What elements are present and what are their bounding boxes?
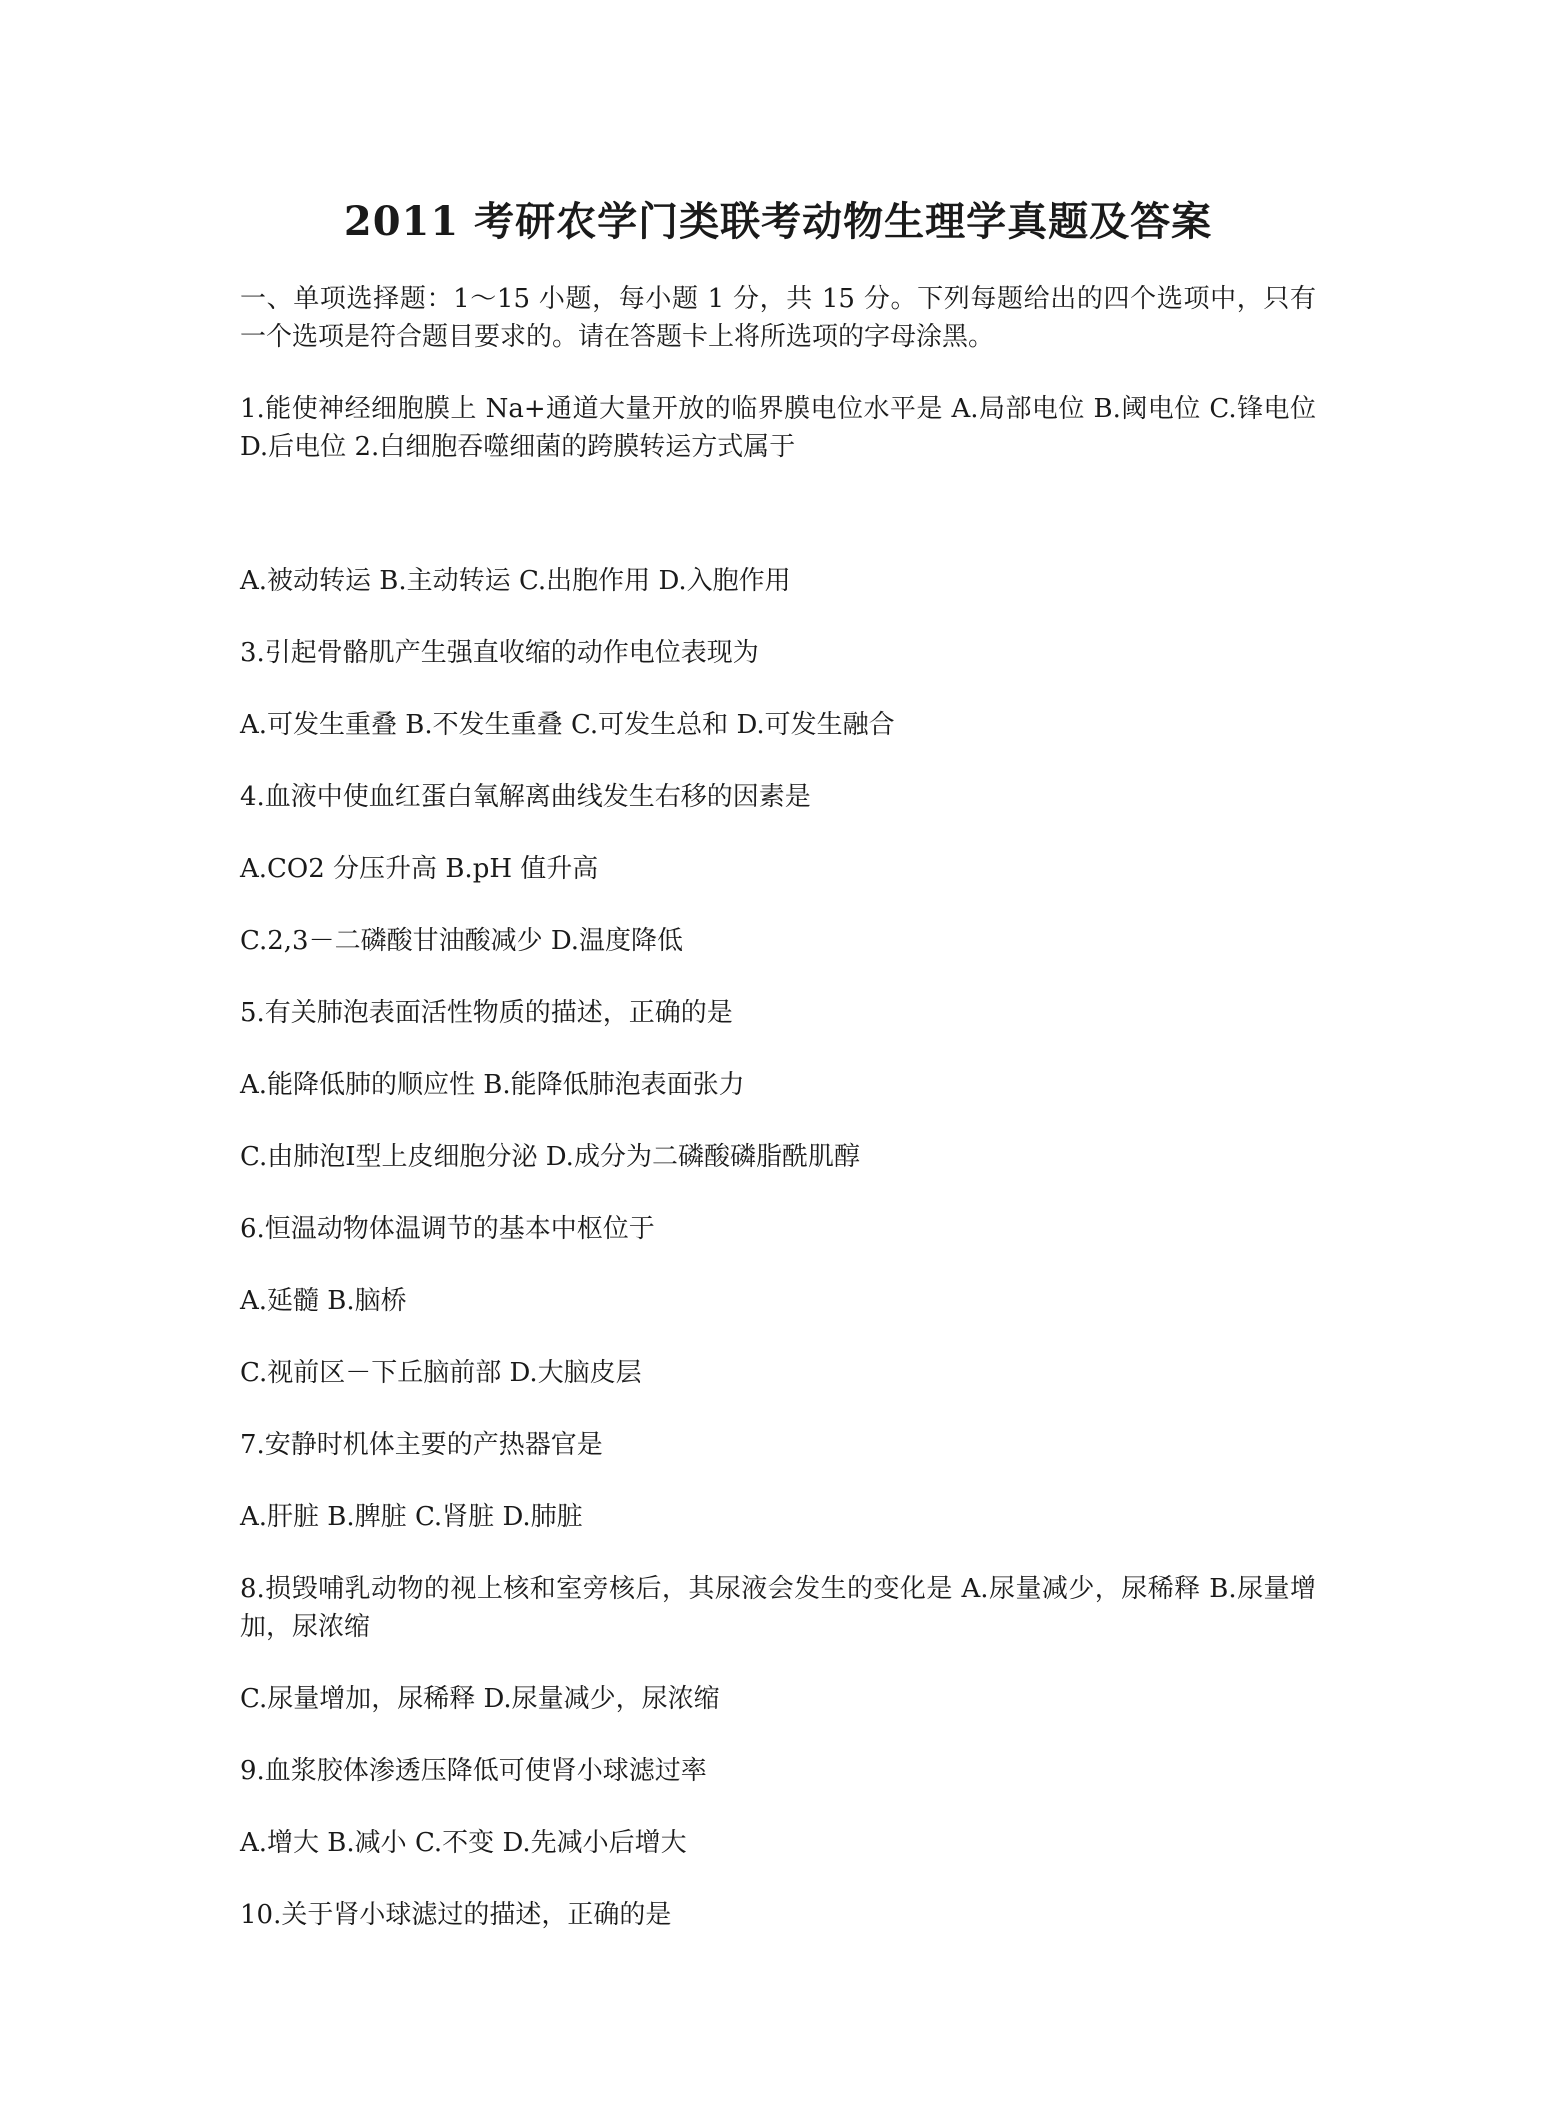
question-2-options: A.被动转运 B.主动转运 C.出胞作用 D.入胞作用: [240, 566, 791, 596]
question-6-options-ab: A.延髓 B.脑桥: [240, 1286, 407, 1316]
question-7-options: A.肝脏 B.脾脏 C.肾脏 D.肺脏: [240, 1502, 583, 1532]
question-8-options-cd: C.尿量增加，尿稀释 D.尿量减少，尿浓缩: [240, 1684, 720, 1714]
question-5-options-cd: C.由肺泡Ⅰ型上皮细胞分泌 D.成分为二磷酸磷脂酰肌醇: [240, 1142, 860, 1172]
question-7: 7.安静时机体主要的产热器官是: [240, 1430, 603, 1460]
question-10: 10.关于肾小球滤过的描述，正确的是: [240, 1900, 672, 1930]
question-3-options: A.可发生重叠 B.不发生重叠 C.可发生总和 D.可发生融合: [240, 710, 895, 740]
section-instructions: 一、单项选择题：1～15 小题，每小题 1 分，共 15 分。下列每题给出的四个选项中，只有一个选项是符合题目要求的。请在答题卡上将所选项的字母涂黑。: [240, 284, 1316, 352]
question-4-options-cd: C.2,3－二磷酸甘油酸减少 D.温度降低: [240, 926, 684, 956]
question-9-options: A.增大 B.减小 C.不变 D.先减小后增大: [240, 1828, 687, 1858]
question-8: 8.损毁哺乳动物的视上核和室旁核后，其尿液会发生的变化是 A.尿量减少，尿稀释 B.尿量增加，尿浓缩: [240, 1574, 1316, 1642]
question-5-options-ab: A.能降低肺的顺应性 B.能降低肺泡表面张力: [240, 1070, 745, 1100]
question-9: 9.血浆胶体渗透压降低可使肾小球滤过率: [240, 1756, 707, 1786]
question-6-options-cd: C.视前区－下丘脑前部 D.大脑皮层: [240, 1358, 642, 1388]
question-4-options-ab: A.CO2 分压升高 B.pH 值升高: [240, 854, 599, 884]
question-5: 5.有关肺泡表面活性物质的描述，正确的是: [240, 998, 733, 1028]
question-4: 4.血液中使血红蛋白氧解离曲线发生右移的因素是: [240, 782, 811, 812]
question-6: 6.恒温动物体温调节的基本中枢位于: [240, 1214, 655, 1244]
document-body: [240, 280, 1316, 1968]
page-title: 2011 考研农学门类联考动物生理学真题及答案: [343, 198, 1213, 245]
question-3: 3.引起骨骼肌产生强直收缩的动作电位表现为: [240, 638, 759, 668]
question-1-2: 1.能使神经细胞膜上 Na+通道大量开放的临界膜电位水平是 A.局部电位 B.阈电位 C.锋电位 D.后电位 2.白细胞吞噬细菌的跨膜转运方式属于: [240, 394, 1316, 462]
